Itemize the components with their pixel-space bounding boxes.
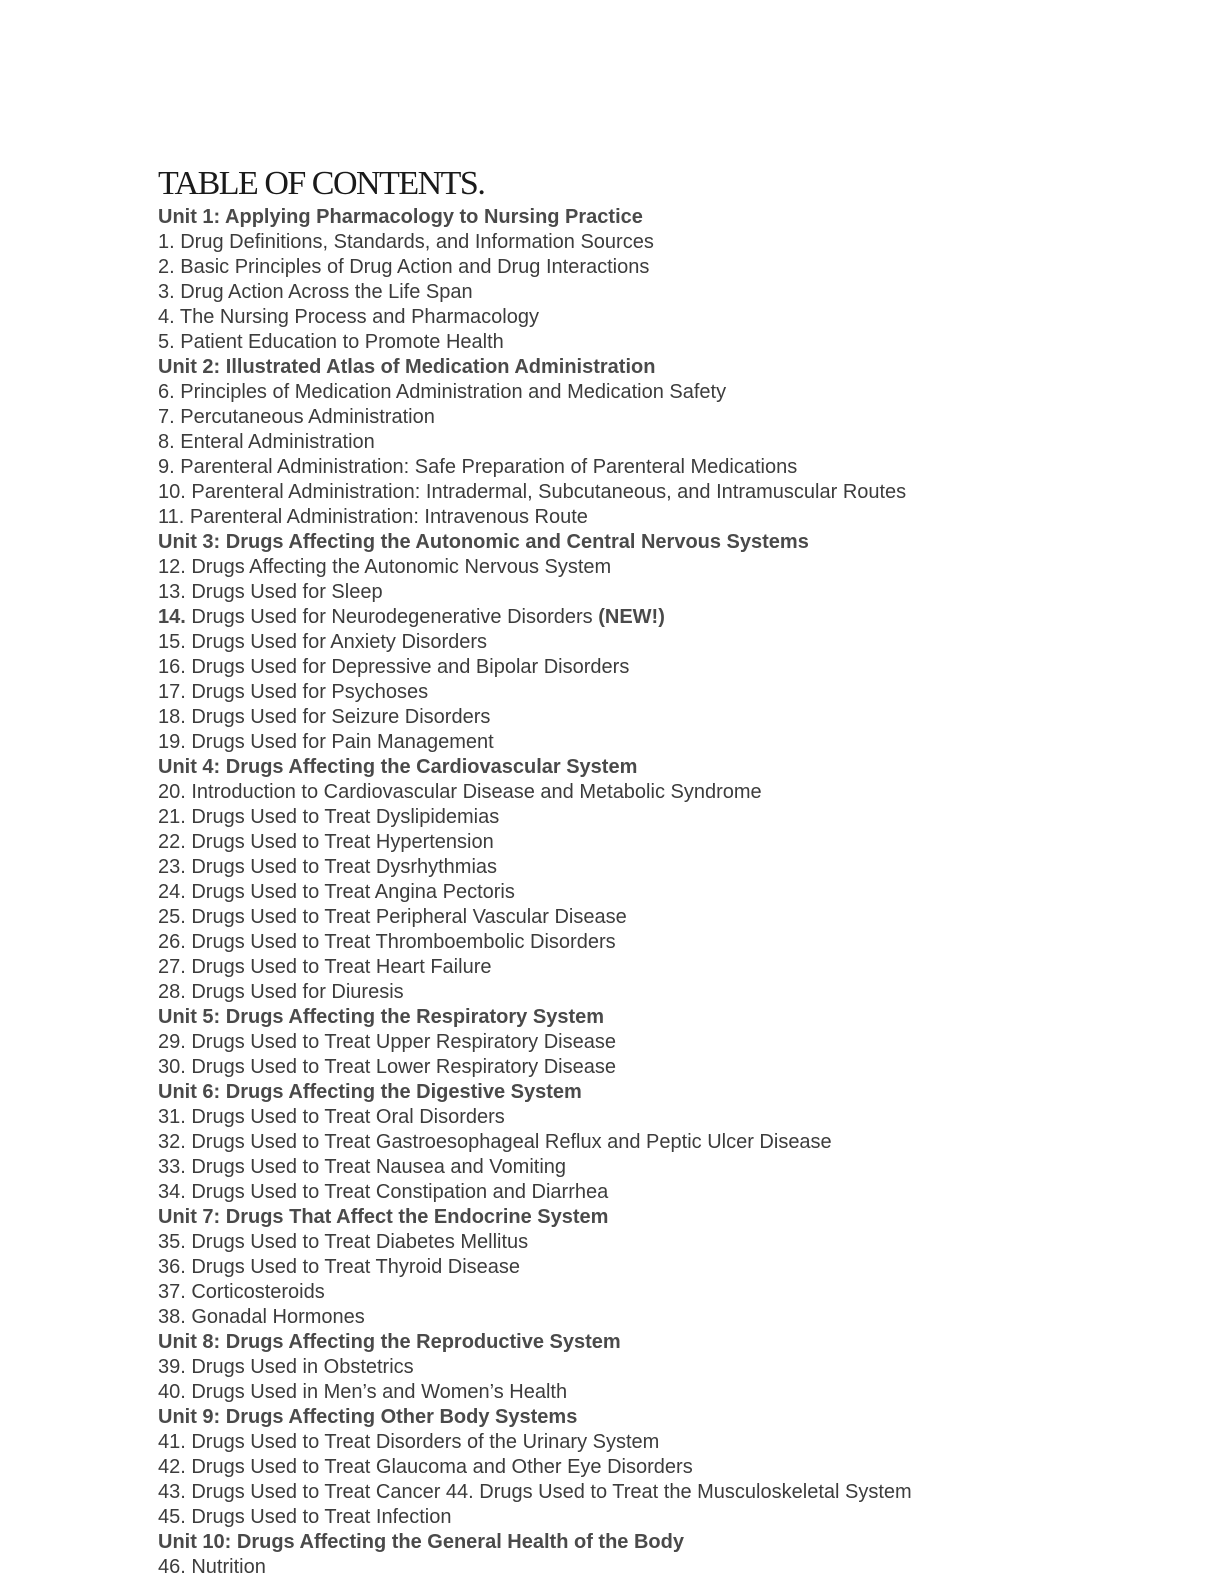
toc-chapter-item: 17. Drugs Used for Psychoses [158, 681, 429, 703]
toc-chapter-item: 41. Drugs Used to Treat Disorders of the Urinary System [158, 1431, 660, 1453]
toc-title: TABLE OF CONTENTS. [158, 165, 485, 202]
toc-chapter-item: 15. Drugs Used for Anxiety Disorders [158, 631, 488, 653]
toc-chapter-item: 35. Drugs Used to Treat Diabetes Mellitus [158, 1231, 529, 1253]
toc-chapter-item: 36. Drugs Used to Treat Thyroid Disease [158, 1256, 521, 1278]
toc-chapter-item: 7. Percutaneous Administration [158, 406, 435, 428]
toc-unit-heading: Unit 7: Drugs That Affect the Endocrine System [158, 1206, 609, 1228]
new-badge: (NEW!) [598, 606, 665, 628]
toc-unit-heading: Unit 3: Drugs Affecting the Autonomic and Central Nervous Systems [158, 531, 809, 553]
toc-chapter-item: 29. Drugs Used to Treat Upper Respiratory Disease [158, 1031, 616, 1053]
toc-unit-heading: Unit 8: Drugs Affecting the Reproductive System [158, 1331, 621, 1353]
toc-chapter-item: 12. Drugs Affecting the Autonomic Nervous System [158, 556, 612, 578]
toc-chapter-item: 24. Drugs Used to Treat Angina Pectoris [158, 881, 515, 903]
toc-chapter-item: 37. Corticosteroids [158, 1281, 325, 1303]
toc-chapter-item: 26. Drugs Used to Treat Thromboembolic Disorders [158, 931, 616, 953]
toc-chapter-item: 46. Nutrition [158, 1556, 266, 1578]
toc-chapter-item [158, 605, 912, 630]
toc-chapter-item: 6. Principles of Medication Administration and Medication Safety [158, 381, 727, 403]
toc-chapter-item: 10. Parenteral Administration: Intradermal, Subcutaneous, and Intramuscular Routes [158, 481, 907, 503]
toc-chapter-item: 21. Drugs Used to Treat Dyslipidemias [158, 806, 500, 828]
toc-chapter-item: 13. Drugs Used for Sleep [158, 581, 383, 603]
toc-chapter-item: 33. Drugs Used to Treat Nausea and Vomiting [158, 1156, 567, 1178]
toc-chapter-item: 9. Parenteral Administration: Safe Preparation of Parenteral Medications [158, 456, 798, 478]
toc-chapter-item: 25. Drugs Used to Treat Peripheral Vascular Disease [158, 906, 627, 928]
toc-chapter-item: 16. Drugs Used for Depressive and Bipolar Disorders [158, 656, 630, 678]
toc-list [158, 205, 912, 1580]
toc-chapter-item: 19. Drugs Used for Pain Management [158, 731, 494, 753]
toc-chapter-item: 38. Gonadal Hormones [158, 1306, 365, 1328]
toc-unit-heading: Unit 4: Drugs Affecting the Cardiovascular System [158, 756, 638, 778]
toc-chapter-item: 32. Drugs Used to Treat Gastroesophageal Reflux and Peptic Ulcer Disease [158, 1131, 832, 1153]
chapter-title: Drugs Used for Neurodegenerative Disorders [185, 606, 599, 628]
toc-chapter-item: 1. Drug Definitions, Standards, and Information Sources [158, 231, 654, 253]
toc-chapter-item: 3. Drug Action Across the Life Span [158, 281, 473, 303]
toc-chapter-item: 8. Enteral Administration [158, 431, 375, 453]
toc-chapter-item: 4. The Nursing Process and Pharmacology [158, 306, 539, 328]
toc-chapter-item: 28. Drugs Used for Diuresis [158, 981, 404, 1003]
toc-chapter-item: 40. Drugs Used in Men’s and Women’s Health [158, 1381, 568, 1403]
toc-chapter-item: 30. Drugs Used to Treat Lower Respiratory Disease [158, 1056, 616, 1078]
toc-chapter-item: 45. Drugs Used to Treat Infection [158, 1506, 452, 1528]
toc-unit-heading: Unit 6: Drugs Affecting the Digestive System [158, 1081, 582, 1103]
toc-unit-heading: Unit 1: Applying Pharmacology to Nursing Practice [158, 206, 643, 228]
chapter-number: 14. [158, 606, 186, 628]
toc-chapter-item: 2. Basic Principles of Drug Action and Drug Interactions [158, 256, 650, 278]
toc-chapter-item: 42. Drugs Used to Treat Glaucoma and Other Eye Disorders [158, 1456, 693, 1478]
toc-chapter-item: 31. Drugs Used to Treat Oral Disorders [158, 1106, 505, 1128]
toc-chapter-item: 23. Drugs Used to Treat Dysrhythmias [158, 856, 498, 878]
toc-chapter-item: 18. Drugs Used for Seizure Disorders [158, 706, 491, 728]
toc-chapter-item: 11. Parenteral Administration: Intravenous Route [158, 506, 588, 528]
toc-chapter-item: 43. Drugs Used to Treat Cancer 44. Drugs Used to Treat the Musculoskeletal System [158, 1481, 912, 1503]
toc-unit-heading: Unit 2: Illustrated Atlas of Medication Administration [158, 356, 656, 378]
toc-chapter-item: 39. Drugs Used in Obstetrics [158, 1356, 414, 1378]
toc-chapter-item: 5. Patient Education to Promote Health [158, 331, 504, 353]
toc-chapter-item: 20. Introduction to Cardiovascular Disease and Metabolic Syndrome [158, 781, 762, 803]
toc-chapter-item: 34. Drugs Used to Treat Constipation and Diarrhea [158, 1181, 609, 1203]
toc-unit-heading: Unit 9: Drugs Affecting Other Body Systems [158, 1406, 578, 1428]
toc-unit-heading: Unit 10: Drugs Affecting the General Health of the Body [158, 1531, 684, 1553]
toc-chapter-item: 22. Drugs Used to Treat Hypertension [158, 831, 494, 853]
toc-unit-heading: Unit 5: Drugs Affecting the Respiratory System [158, 1006, 605, 1028]
toc-chapter-item: 27. Drugs Used to Treat Heart Failure [158, 956, 492, 978]
